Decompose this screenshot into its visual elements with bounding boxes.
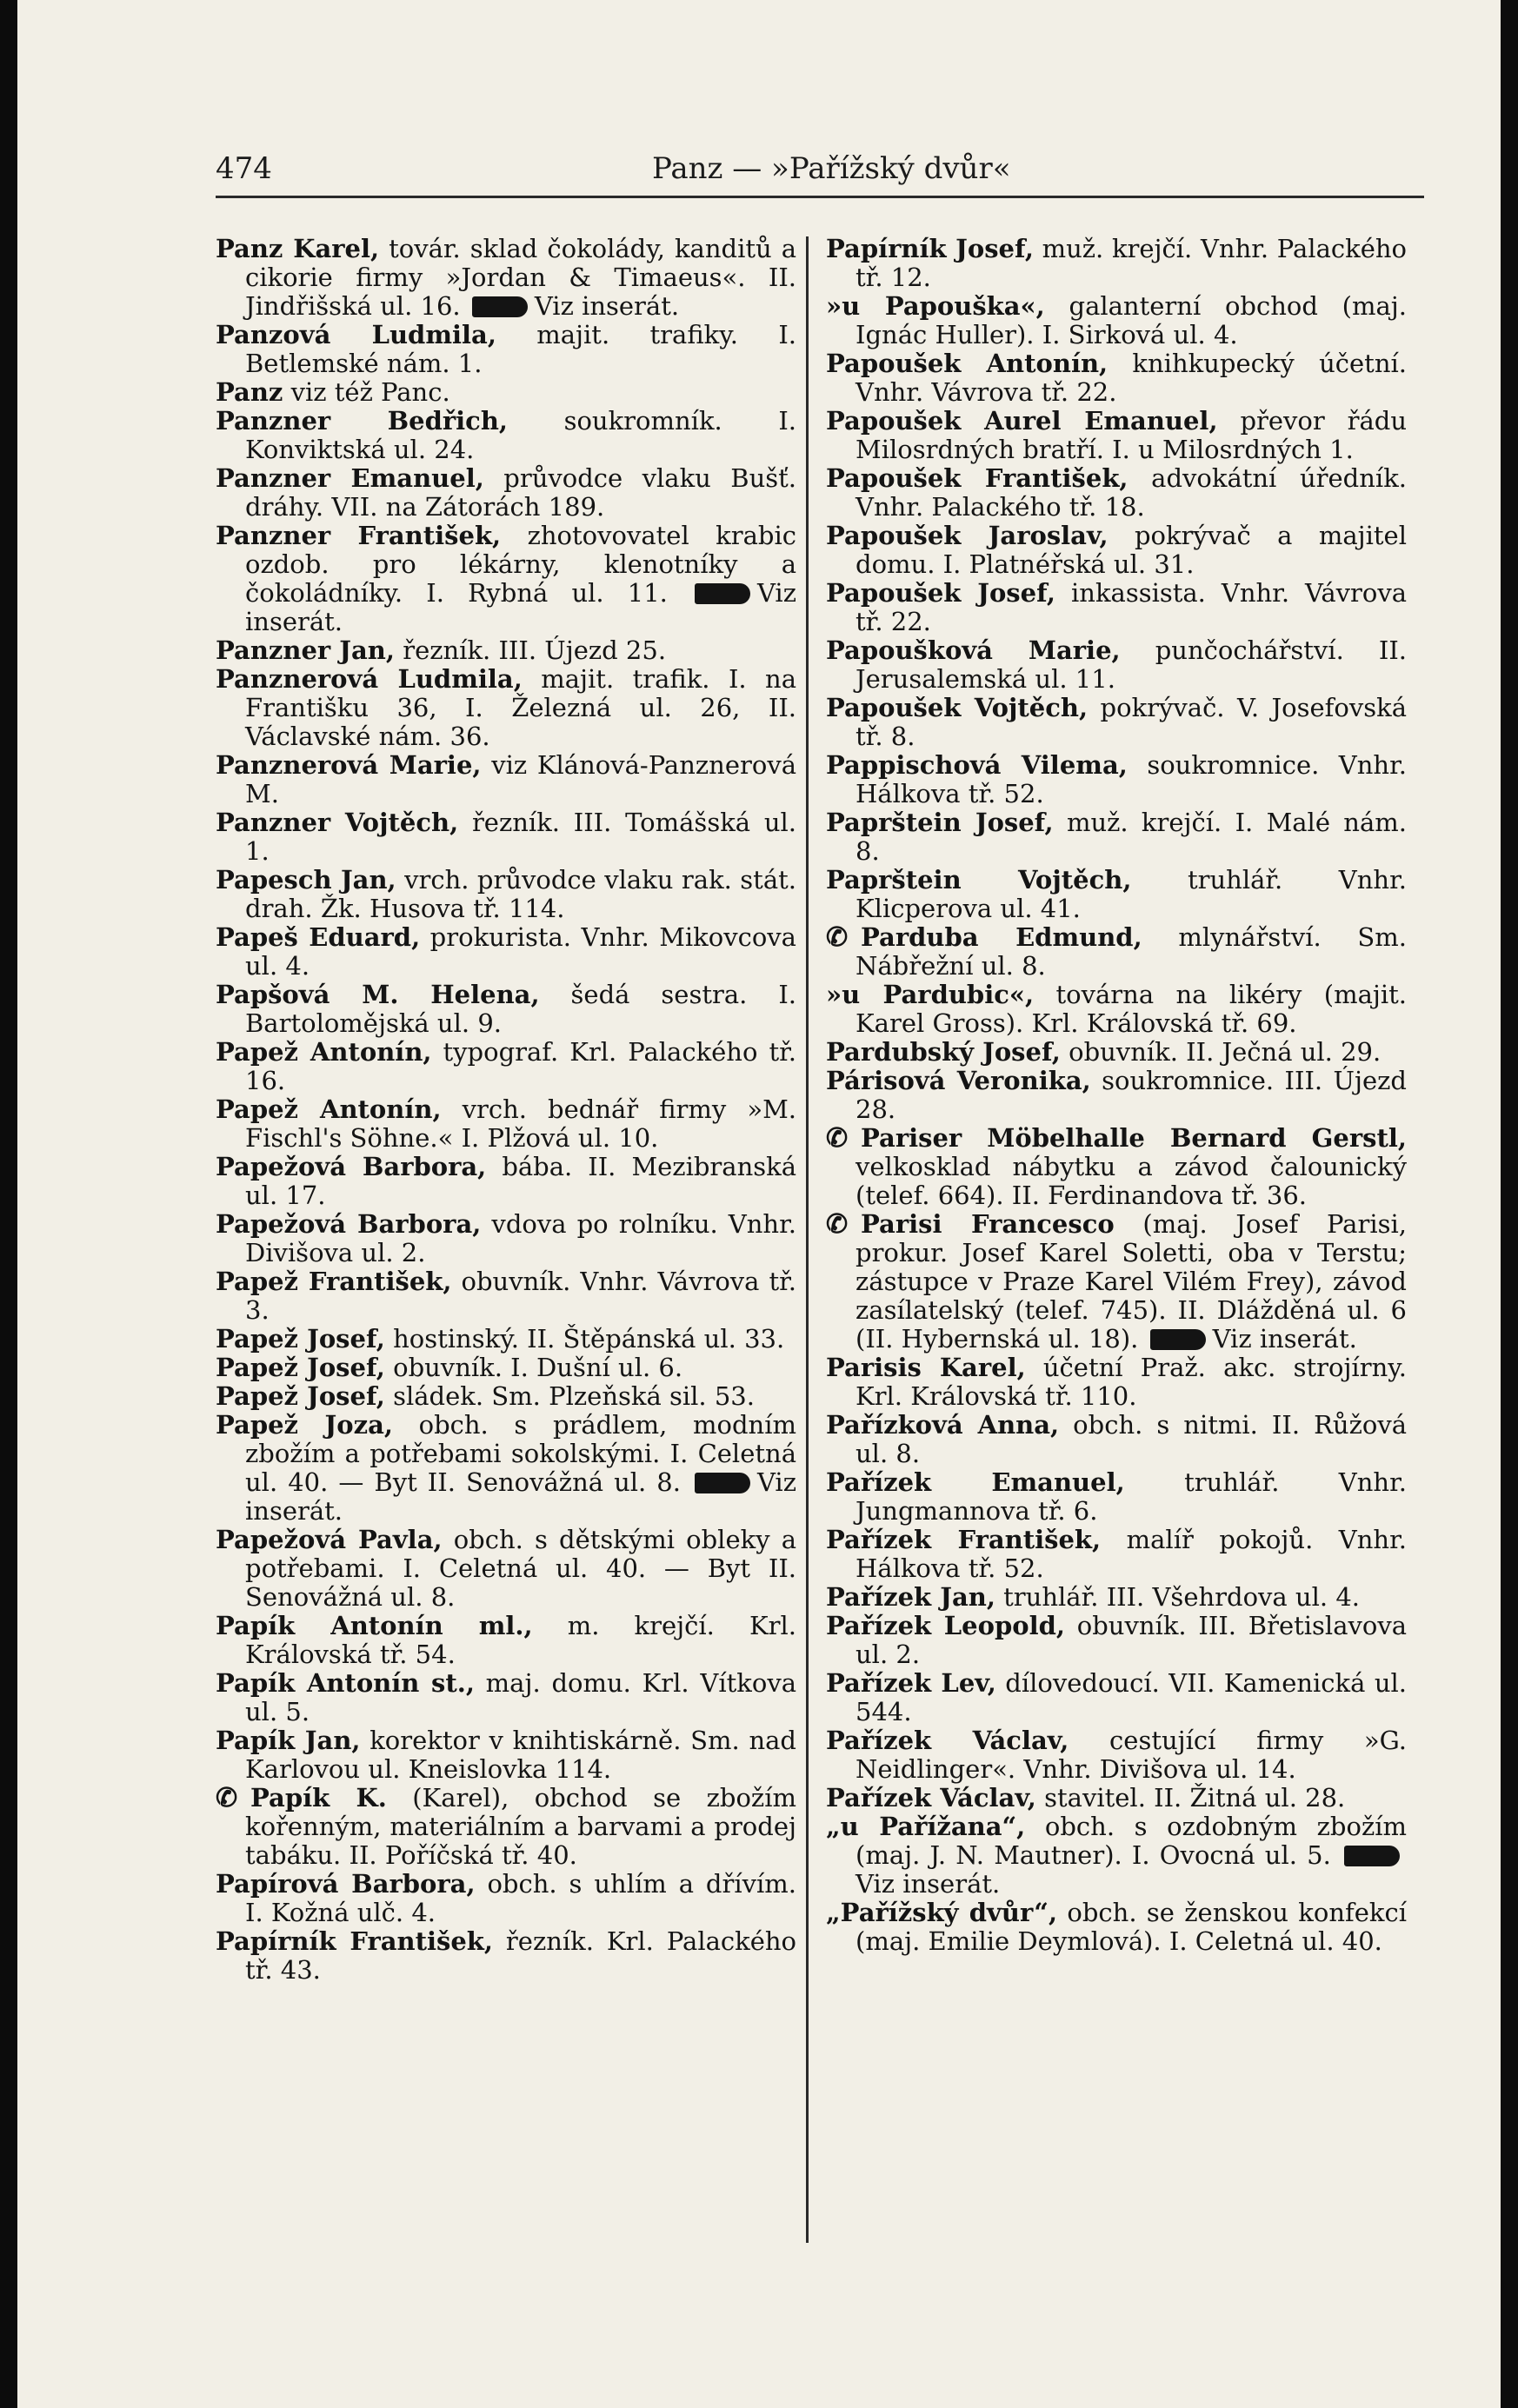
directory-entry xyxy=(826,464,1407,522)
page-number: 474 xyxy=(216,151,272,186)
entry-name: Papež Josef, xyxy=(216,1381,385,1411)
entry-details: vdova po rolníku. Vnhr. Divišova ul. 2. xyxy=(245,1209,797,1267)
entry-details: obch. se ženskou konfekcí (maj. Emilie Deymlová). I. Celetná ul. 40. xyxy=(856,1898,1407,1956)
directory-entry xyxy=(826,1526,1407,1583)
entry-details: pokrývač a majitel domu. I. Platnéřská ul. 31. xyxy=(856,521,1407,579)
entry-details: převor řádu Milosrdných bratří. I. u Milosrdných 1. xyxy=(856,406,1408,464)
telephone-icon: ✆ xyxy=(826,1209,849,1240)
entry-name: Paprštein Vojtěch, xyxy=(826,865,1132,895)
entry-name: Paprštein Josef, xyxy=(826,808,1054,837)
directory-entry xyxy=(216,808,796,866)
entry-name: Papež František, xyxy=(216,1267,452,1296)
entry-name: Pařízek František, xyxy=(826,1525,1102,1554)
entry-name: Panz xyxy=(216,377,283,407)
entry-name: Pappischová Vilema, xyxy=(826,750,1128,780)
entry-name: Pařízek Jan, xyxy=(826,1582,995,1612)
directory-entry xyxy=(826,349,1407,407)
entry-name: Papežová Barbora, xyxy=(216,1152,487,1181)
see-advert-note: Viz inserát. xyxy=(245,578,796,636)
entry-details: truhlář. Vnhr. Jungmannova tř. 6. xyxy=(856,1467,1407,1526)
pointing-hand-icon xyxy=(1344,1846,1400,1866)
entry-name: Parduba Edmund, xyxy=(861,922,1142,952)
entry-details: prokurista. Vnhr. Mikovcova ul. 4. xyxy=(245,922,796,981)
entry-details: majit. trafiky. I. Betlemské nám. 1. xyxy=(245,320,796,378)
entry-name: Papež Antonín, xyxy=(216,1094,442,1124)
entry-details: řezník. III. Újezd 25. xyxy=(394,635,667,665)
entry-details: (Karel), obchod se zbožím kořenným, materiálním a barvami a prodej tabáku. II. Poříčská tř. 40. xyxy=(245,1783,796,1870)
directory-entry xyxy=(826,1669,1407,1726)
pointing-hand-icon xyxy=(695,1473,750,1493)
directory-entry xyxy=(826,1726,1407,1784)
entry-details: řezník. III. Tomášská ul. 1. xyxy=(245,808,796,866)
directory-entry xyxy=(826,407,1407,464)
entry-details: truhlář. III. Všehrdova ul. 4. xyxy=(995,1582,1360,1612)
running-head: Panz — »Pařížský dvůr« xyxy=(652,151,1011,186)
entry-details: muž. krejčí. Vnhr. Palackého tř. 12. xyxy=(856,234,1407,292)
directory-entry xyxy=(826,808,1407,866)
entry-name: Papík K. xyxy=(250,1783,387,1813)
directory-entry xyxy=(216,1612,796,1669)
entry-details: advokátní úředník. Vnhr. Palackého tř. 18. xyxy=(856,463,1407,522)
entry-details: řezník. Krl. Palackého tř. 43. xyxy=(245,1926,796,1985)
entry-details: typograf. Krl. Palackého tř. 16. xyxy=(245,1037,796,1095)
directory-entry xyxy=(826,292,1407,349)
directory-entry xyxy=(216,235,796,321)
directory-entry xyxy=(826,923,1407,981)
directory-entry xyxy=(216,464,796,522)
directory-entry xyxy=(826,1813,1407,1899)
entry-name: Papežová Barbora, xyxy=(216,1209,482,1239)
header-rule xyxy=(216,196,1424,198)
entry-name: Parisi Francesco xyxy=(861,1209,1115,1239)
entry-name: Papírník Josef, xyxy=(826,234,1034,263)
entry-details: bába. II. Mezibranská ul. 17. xyxy=(245,1152,796,1210)
entry-name: Panzner Emanuel, xyxy=(216,463,484,493)
see-advert-note: Viz inserát. xyxy=(245,1467,796,1526)
entry-details: maj. domu. Krl. Vítkova ul. 5. xyxy=(245,1668,796,1726)
entry-details: soukromnice. III. Újezd 28. xyxy=(856,1066,1407,1124)
entry-details: průvodce vlaku Bušť. dráhy. VII. na Zátorách 189. xyxy=(245,463,797,522)
entry-details: galanterní obchod (maj. Ignác Huller). I. Sirková ul. 4. xyxy=(856,291,1407,349)
entry-name: Pařízek Lev, xyxy=(826,1668,996,1698)
entry-name: Papesch Jan, xyxy=(216,865,396,895)
entry-details: obch. s ozdobným zbožím (maj. J. N. Mautner). I. Ovocná ul. 5. xyxy=(856,1812,1407,1870)
entry-name: „Pařížský dvůr“, xyxy=(826,1898,1058,1927)
entry-name: Papšová M. Helena, xyxy=(216,980,540,1009)
pointing-hand-icon xyxy=(1150,1329,1206,1350)
entry-name: Panznerová Marie, xyxy=(216,750,482,780)
directory-entry xyxy=(826,1899,1407,1956)
entry-details: továr. sklad čokolády, kanditů a cikorie firmy »Jordan & Timaeus«. II. Jindřišská ul. 16. xyxy=(245,234,796,321)
entry-name: Pařízková Anna, xyxy=(826,1410,1060,1440)
entry-details: obuvník. I. Dušní ul. 6. xyxy=(384,1353,683,1382)
entry-name: Papoušek Josef, xyxy=(826,578,1056,608)
entry-name: Pařízek Václav, xyxy=(826,1783,1036,1813)
directory-entry xyxy=(216,1726,796,1784)
entry-details: vrch. průvodce vlaku rak. stát. drah. Žk. Husova tř. 114. xyxy=(245,865,797,923)
entry-name: Párisová Veronika, xyxy=(826,1066,1091,1095)
entry-details: účetní Praž. akc. strojírny. Krl. Královská tř. 110. xyxy=(856,1353,1407,1411)
entry-details: hostinský. II. Štěpánská ul. 33. xyxy=(384,1324,785,1354)
entry-details: továrna na likéry (majit. Karel Gross). Krl. Královská tř. 69. xyxy=(856,980,1407,1038)
entry-name: Panznerová Ludmila, xyxy=(216,664,523,694)
directory-entry xyxy=(216,1354,796,1382)
entry-details: obuvník. Vnhr. Vávrova tř. 3. xyxy=(245,1267,796,1325)
entry-details: šedá sestra. I. Bartolomějská ul. 9. xyxy=(245,980,796,1038)
entry-details: obuvník. III. Břetislavova ul. 2. xyxy=(856,1611,1408,1669)
directory-entry xyxy=(216,321,796,378)
directory-entry xyxy=(216,665,796,751)
entry-name: Panz Karel, xyxy=(216,234,380,263)
directory-entry xyxy=(826,751,1407,808)
entry-details: mlynářství. Sm. Nábřežní ul. 8. xyxy=(856,922,1408,981)
entry-name: Panzner Vojtěch, xyxy=(216,808,459,837)
directory-entry xyxy=(216,1526,796,1612)
entry-details: m. krejčí. Krl. Královská tř. 54. xyxy=(245,1611,796,1669)
column-divider xyxy=(806,236,809,2243)
entry-details: stavitel. II. Žitná ul. 28. xyxy=(1035,1783,1346,1813)
entry-name: Papoušek František, xyxy=(826,463,1129,493)
entry-name: Papírník František, xyxy=(216,1926,493,1956)
entry-details: truhlář. Vnhr. Klicperova ul. 41. xyxy=(856,865,1407,923)
entry-name: Papežová Pavla, xyxy=(216,1525,443,1554)
directory-entry xyxy=(216,866,796,923)
directory-entry xyxy=(826,636,1407,694)
entry-details: sládek. Sm. Plzeňská sil. 53. xyxy=(384,1381,755,1411)
entry-name: Papík Antonín st., xyxy=(216,1668,475,1698)
directory-entry xyxy=(216,636,796,665)
directory-entry xyxy=(216,751,796,808)
telephone-icon: ✆ xyxy=(216,1783,238,1813)
entry-details: pokrývač. V. Josefovská tř. 8. xyxy=(856,693,1407,751)
entry-details: vrch. bednář firmy »M. Fischl's Söhne.« I. Plžová ul. 10. xyxy=(245,1094,797,1153)
directory-entry xyxy=(216,1382,796,1411)
entry-details: punčochářství. II. Jerusalemská ul. 11. xyxy=(856,635,1408,694)
entry-details: malíř pokojů. Vnhr. Hálkova tř. 52. xyxy=(856,1525,1407,1583)
pointing-hand-icon xyxy=(472,296,528,317)
entry-details: obch. s prádlem, modním zbožím a potřebami sokolskými. I. Celetná ul. 40. — Byt II. Senovážná ul. 8. xyxy=(245,1410,797,1497)
directory-entry xyxy=(826,522,1407,579)
see-advert-note: Viz inserát. xyxy=(856,1869,1001,1899)
directory-entry xyxy=(216,1267,796,1325)
entry-details: obuvník. II. Ječná ul. 29. xyxy=(1060,1037,1382,1067)
directory-entry xyxy=(826,579,1407,636)
entry-name: Pariser Möbelhalle Bernard Gerstl, xyxy=(861,1123,1407,1153)
entry-details: obch. s dětskými obleky a potřebami. I. Celetná ul. 40. — Byt II. Senovážná ul. 8. xyxy=(245,1525,796,1612)
directory-entry xyxy=(826,694,1407,751)
entry-details: muž. krejčí. I. Malé nám. 8. xyxy=(856,808,1407,866)
entry-name: »u Pardubic«, xyxy=(826,980,1035,1009)
entry-details: knihkupecký účetní. Vnhr. Vávrova tř. 22. xyxy=(856,349,1407,407)
directory-entry xyxy=(216,1038,796,1095)
entry-details: cestující firmy »G. Neidlinger«. Vnhr. Divišova ul. 14. xyxy=(856,1726,1407,1784)
entry-name: Papoušek Aurel Emanuel, xyxy=(826,406,1218,436)
page-header xyxy=(216,146,1424,196)
entry-name: Papež Josef, xyxy=(216,1324,385,1354)
entry-name: Papež Joza, xyxy=(216,1410,393,1440)
entry-name: Papež Josef, xyxy=(216,1353,385,1382)
entry-details: velkosklad nábytku a závod čalounický (telef. 664). II. Ferdinandova tř. 36. xyxy=(856,1152,1407,1210)
entry-name: Pařízek Václav, xyxy=(826,1726,1069,1755)
entry-name: Panzner Jan, xyxy=(216,635,395,665)
entry-name: Papoušek Jaroslav, xyxy=(826,521,1109,550)
entry-details: majit. trafik. I. na Františku 36, I. Železná ul. 26, II. Václavské nám. 36. xyxy=(245,664,796,751)
entry-name: Parisis Karel, xyxy=(826,1353,1026,1382)
entry-name: Panzová Ludmila, xyxy=(216,320,496,349)
see-advert-note: Viz inserát. xyxy=(534,291,680,321)
entry-name: Papoušková Marie, xyxy=(826,635,1121,665)
entry-details: (maj. Josef Parisi, prokur. Josef Karel Soletti, oba v Terstu; zástupce v Praze Karel Vilém Frey), závod zasílatelský (telef. 745). II. Dlážděná ul. 6 (II. Hybernská ul. 18). xyxy=(856,1209,1407,1354)
directory-entry xyxy=(826,1124,1407,1210)
directory-entry xyxy=(216,1153,796,1210)
directory-entry xyxy=(216,1325,796,1354)
directory-entry xyxy=(216,1669,796,1726)
right-column xyxy=(826,235,1407,1956)
entry-details: soukromnice. Vnhr. Hálkova tř. 52. xyxy=(856,750,1407,808)
directory-entry xyxy=(826,1210,1407,1354)
directory-entry xyxy=(216,1870,796,1927)
entry-name: „u Pařížana“, xyxy=(826,1812,1026,1841)
entry-name: Pardubský Josef, xyxy=(826,1037,1061,1067)
left-column xyxy=(216,235,796,1985)
directory-entry xyxy=(216,1210,796,1267)
telephone-icon: ✆ xyxy=(826,1123,849,1154)
entry-details: zhotovovatel krabic ozdob. pro lékárny, klenotníky a čokoládníky. I. Rybná ul. 11. xyxy=(245,521,796,608)
directory-entry xyxy=(826,1583,1407,1612)
entry-details: inkassista. Vnhr. Vávrova tř. 22. xyxy=(856,578,1407,636)
directory-entry xyxy=(216,1927,796,1985)
directory-page xyxy=(17,0,1501,2408)
entry-details: obch. s nitmi. II. Růžová ul. 8. xyxy=(856,1410,1408,1468)
directory-entry xyxy=(216,1411,796,1526)
entry-name: Papík Jan, xyxy=(216,1726,361,1755)
directory-entry xyxy=(826,866,1407,923)
entry-details: korektor v knihtiskárně. Sm. nad Karlovou ul. Kneislovka 114. xyxy=(245,1726,796,1784)
entry-name: »u Papouška«, xyxy=(826,291,1045,321)
entry-name: Pařízek Emanuel, xyxy=(826,1467,1125,1497)
directory-entry xyxy=(216,1784,796,1870)
directory-entry xyxy=(216,1095,796,1153)
directory-entry xyxy=(826,235,1407,292)
directory-entry xyxy=(826,1354,1407,1411)
directory-entry xyxy=(216,407,796,464)
directory-entry xyxy=(216,522,796,636)
directory-entry xyxy=(826,1784,1407,1813)
see-advert-note: Viz inserát. xyxy=(1212,1324,1357,1354)
entry-details: viz též Panc. xyxy=(283,377,450,407)
entry-name: Papík Antonín ml., xyxy=(216,1611,533,1640)
entry-name: Papež Antonín, xyxy=(216,1037,432,1067)
entry-details: dílovedoucí. VII. Kamenická ul. 544. xyxy=(856,1668,1408,1726)
directory-entry xyxy=(826,1038,1407,1067)
telephone-icon: ✆ xyxy=(826,922,849,953)
entry-name: Pařízek Leopold, xyxy=(826,1611,1065,1640)
entry-name: Papoušek Antonín, xyxy=(826,349,1109,378)
entry-name: Papírová Barbora, xyxy=(216,1869,476,1899)
directory-entry xyxy=(826,1468,1407,1526)
directory-entry xyxy=(216,378,796,407)
entry-name: Papeš Eduard, xyxy=(216,922,421,952)
directory-entry xyxy=(826,1612,1407,1669)
entry-details: soukromník. I. Konviktská ul. 24. xyxy=(245,406,796,464)
entry-name: Panzner Bedřich, xyxy=(216,406,509,436)
directory-entry xyxy=(826,981,1407,1038)
entry-name: Panzner František, xyxy=(216,521,502,550)
directory-entry xyxy=(826,1411,1407,1468)
directory-entry xyxy=(216,923,796,981)
directory-entry xyxy=(826,1067,1407,1124)
entry-details: viz Klánová-Panznerová M. xyxy=(245,750,796,808)
directory-entry xyxy=(216,981,796,1038)
entry-name: Papoušek Vojtěch, xyxy=(826,693,1089,722)
entry-details: obch. s uhlím a dřívím. I. Kožná ulč. 4. xyxy=(245,1869,796,1927)
pointing-hand-icon xyxy=(695,583,750,604)
